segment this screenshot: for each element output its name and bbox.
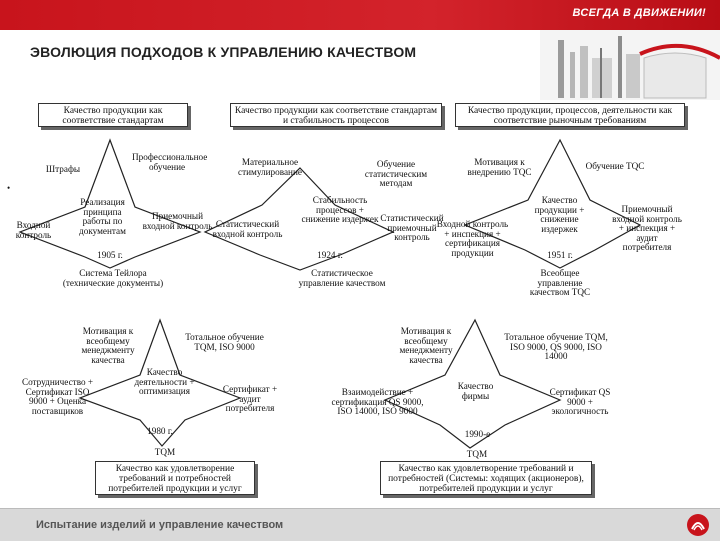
star4-label-6: 1980 г. [147,426,173,436]
star5-label-7: TQM [466,449,488,459]
star5-label-2: Тотальное обучение TQM, ISO 9000, QS 9000, ISO 14000 [504,332,608,362]
star1-label-1: Штрафы [45,164,81,174]
slogan: ВСЕГДА В ДВИЖЕНИИ! [572,7,706,19]
footer [0,508,720,541]
star3-label-1: Мотивация к внедрению TQC [467,157,532,177]
star2-label-4: Статистический приемочный контроль [380,213,444,243]
stage-box-1: Качество продукции как соответствие стандартам [38,103,188,127]
star3-label-6: 1951 г. [547,250,573,260]
logo-icon [686,513,710,537]
star4-label-2: Тотальное обучение TQM, ISO 9000 [185,332,264,352]
star2-label-1: Материальное стимулирование [238,157,302,177]
stage-box-3: Качество продукции, процессов, деятельности как соответствие рыночным требованиям [455,103,685,127]
result-box-2: Качество как удовлетворение требований и потребностей (Системы: ходящих (акционеров), потребителей продукции и услуг [380,461,592,495]
star4-label-3: Сотрудничество + Сертификат ISO 9000 + Оценка поставщиков [21,377,94,416]
star5-label-1: Мотивация к всеобщему менеджменту качества [399,326,453,365]
star4-label-5: Сертификат + аудит потребителя [222,384,278,414]
star4-label-7: TQM [154,447,176,457]
star2-label-5: Статистический входной контроль [212,219,283,239]
star5-label-6: 1990-е [464,429,491,439]
star1-label-7: Система Тейлора (технические документы) [62,268,164,288]
star3-label-5: Входной контроль + инспекция + сертификация продукции [436,219,509,258]
star4-label-4: Качество деятельности + оптимизация [134,367,195,397]
star2-label-7: Статистическое управление качеством [298,268,386,288]
page-title: ЭВОЛЮЦИЯ ПОДХОДОВ К УПРАВЛЕНИЮ КАЧЕСТВОМ [30,44,417,60]
star3-label-2: Обучение TQC [585,161,645,171]
star1-label-4: Приемочный входной контроль [142,211,213,231]
star2-label-6: 1924 г. [317,250,343,260]
star1-label-6: 1905 г. [97,250,123,260]
result-box-1: Качество как удовлетворение требований и потребностей потребителей продукции и услуг [95,461,255,495]
star5-label-4: Качество фирмы [457,381,494,401]
star3-label-3: Качество продукции + снижение издержек [534,195,585,234]
footer-text: Испытание изделий и управление качеством [36,519,284,531]
star2-label-2: Обучение статистическим методам [364,159,428,189]
star1-label-3: Реализация принципа работы по документам [79,197,126,236]
star2-label-3: Стабильность процессов + снижение издержек [301,195,379,225]
star1-label-2: Профессиональное обучение [132,152,208,172]
star5-label-3: Взаимодействие + сертификация QS 9000, ISO 14000, ISO 9000 [331,387,424,417]
star3-label-4: Приемочный входной контроль + инспекция + аудит потребителя [612,204,682,253]
star1-label-5: Входной контроль [15,220,52,240]
star3-label-7: Всеобщее управление качеством TQC [529,268,591,298]
star5-label-5: Сертификат QS 9000 + экологичность [549,387,611,417]
bullet: • [7,183,11,193]
stage-box-2: Качество продукции как соответствие стандартам и стабильность процессов [230,103,442,127]
star4-label-1: Мотивация к всеобщему менеджменту качества [81,326,135,365]
